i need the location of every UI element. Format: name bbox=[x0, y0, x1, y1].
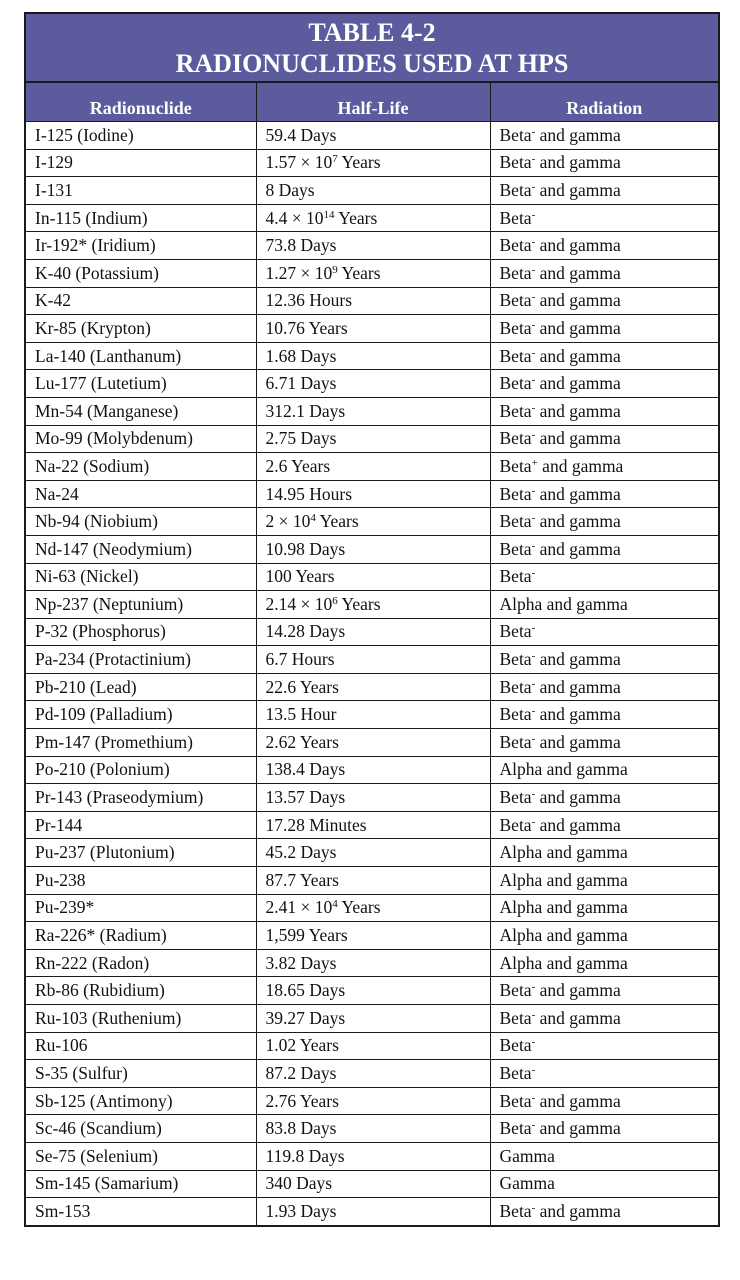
cell-radionuclide: Sc-46 (Scandium) bbox=[26, 1115, 256, 1143]
cell-radiation: Beta- and gamma bbox=[490, 315, 718, 343]
cell-radiation: Beta- and gamma bbox=[490, 1198, 718, 1226]
cell-radiation: Beta- and gamma bbox=[490, 1087, 718, 1115]
cell-half-life: 1.68 Days bbox=[256, 342, 490, 370]
table-row bbox=[26, 701, 718, 729]
cell-radionuclide: Pa-234 (Protactinium) bbox=[26, 646, 256, 674]
table-row bbox=[26, 259, 718, 287]
cell-half-life: 1.02 Years bbox=[256, 1032, 490, 1060]
cell-half-life: 73.8 Days bbox=[256, 232, 490, 260]
cell-half-life: 14.95 Hours bbox=[256, 480, 490, 508]
cell-half-life: $2 \times 10^4$ Years bbox=[256, 508, 490, 536]
cell-half-life: 13.5 Hour bbox=[256, 701, 490, 729]
cell-radiation: Alpha and gamma bbox=[490, 756, 718, 784]
cell-radiation: Beta- bbox=[490, 618, 718, 646]
cell-half-life: 100 Years bbox=[256, 563, 490, 591]
table-row bbox=[26, 894, 718, 922]
column-header-radiation: Radiation bbox=[490, 83, 718, 122]
cell-half-life: 138.4 Days bbox=[256, 756, 490, 784]
cell-radionuclide: I-131 bbox=[26, 177, 256, 205]
cell-radiation: Beta- and gamma bbox=[490, 701, 718, 729]
radionuclides-table bbox=[24, 12, 720, 1227]
cell-radiation: Alpha and gamma bbox=[490, 922, 718, 950]
table-row bbox=[26, 122, 718, 150]
table-row bbox=[26, 149, 718, 177]
cell-radiation: Beta- and gamma bbox=[490, 287, 718, 315]
table-row bbox=[26, 1170, 718, 1198]
cell-radionuclide: P-32 (Phosphorus) bbox=[26, 618, 256, 646]
cell-radionuclide: Rn-222 (Radon) bbox=[26, 949, 256, 977]
cell-radionuclide: Sb-125 (Antimony) bbox=[26, 1087, 256, 1115]
cell-half-life: 17.28 Minutes bbox=[256, 811, 490, 839]
cell-radionuclide: Pm-147 (Promethium) bbox=[26, 729, 256, 757]
cell-radionuclide: Ru-106 bbox=[26, 1032, 256, 1060]
cell-radiation: Beta- and gamma bbox=[490, 729, 718, 757]
table-row bbox=[26, 646, 718, 674]
cell-radiation: Beta- and gamma bbox=[490, 1115, 718, 1143]
cell-radionuclide: Nd-147 (Neodymium) bbox=[26, 535, 256, 563]
cell-radionuclide: Mn-54 (Manganese) bbox=[26, 397, 256, 425]
table-row bbox=[26, 232, 718, 260]
cell-radiation: Beta- and gamma bbox=[490, 259, 718, 287]
cell-half-life: $2.14 \times 10^6$ Years bbox=[256, 591, 490, 619]
cell-radiation: Beta- and gamma bbox=[490, 149, 718, 177]
table-row bbox=[26, 1198, 718, 1226]
table-row bbox=[26, 977, 718, 1005]
cell-radionuclide: Ra-226* (Radium) bbox=[26, 922, 256, 950]
cell-half-life: 18.65 Days bbox=[256, 977, 490, 1005]
cell-radiation: Alpha and gamma bbox=[490, 894, 718, 922]
table-row bbox=[26, 756, 718, 784]
cell-half-life: $1.57 \times 10^7$ Years bbox=[256, 149, 490, 177]
cell-radiation: Beta- and gamma bbox=[490, 177, 718, 205]
cell-radiation: Beta- and gamma bbox=[490, 784, 718, 812]
column-header-half-life: Half-Life bbox=[256, 83, 490, 122]
cell-radionuclide: Sm-153 bbox=[26, 1198, 256, 1226]
table-row bbox=[26, 618, 718, 646]
cell-radiation: Alpha and gamma bbox=[490, 867, 718, 895]
table-row bbox=[26, 1115, 718, 1143]
cell-radiation: Beta- bbox=[490, 1060, 718, 1088]
table-row bbox=[26, 1060, 718, 1088]
table-title-line2: RADIONUCLIDES USED AT HPS bbox=[175, 49, 569, 78]
cell-radionuclide: Se-75 (Selenium) bbox=[26, 1142, 256, 1170]
table-row bbox=[26, 949, 718, 977]
table-row bbox=[26, 867, 718, 895]
cell-radionuclide: Pr-144 bbox=[26, 811, 256, 839]
cell-half-life: 45.2 Days bbox=[256, 839, 490, 867]
table-row bbox=[26, 342, 718, 370]
table-row bbox=[26, 287, 718, 315]
cell-half-life: $1.27 \times 10^9$ Years bbox=[256, 259, 490, 287]
cell-radiation: Beta- and gamma bbox=[490, 480, 718, 508]
cell-radionuclide: Mo-99 (Molybdenum) bbox=[26, 425, 256, 453]
cell-radionuclide: Pd-109 (Palladium) bbox=[26, 701, 256, 729]
table-row bbox=[26, 177, 718, 205]
cell-radiation: Beta- and gamma bbox=[490, 535, 718, 563]
cell-radionuclide: K-42 bbox=[26, 287, 256, 315]
cell-radionuclide: Po-210 (Polonium) bbox=[26, 756, 256, 784]
table-row bbox=[26, 397, 718, 425]
table-header bbox=[26, 83, 718, 122]
cell-half-life: 87.2 Days bbox=[256, 1060, 490, 1088]
cell-radiation: Beta- bbox=[490, 1032, 718, 1060]
data-table bbox=[26, 83, 718, 1225]
table-title-line1: TABLE 4-2 bbox=[308, 18, 436, 47]
cell-half-life: 2.76 Years bbox=[256, 1087, 490, 1115]
cell-radionuclide: Sm-145 (Samarium) bbox=[26, 1170, 256, 1198]
table-row bbox=[26, 784, 718, 812]
table-row bbox=[26, 1087, 718, 1115]
table-title bbox=[26, 14, 718, 83]
cell-radionuclide: I-125 (Iodine) bbox=[35, 124, 134, 145]
cell-half-life: 87.7 Years bbox=[256, 867, 490, 895]
cell-radionuclide: Ni-63 (Nickel) bbox=[26, 563, 256, 591]
cell-half-life: 59.4 Days bbox=[256, 122, 490, 150]
cell-radiation: Alpha and gamma bbox=[490, 949, 718, 977]
cell-radionuclide: In-115 (Indium) bbox=[26, 204, 256, 232]
table-row bbox=[26, 673, 718, 701]
cell-half-life: 13.57 Days bbox=[256, 784, 490, 812]
cell-radiation: Beta- and gamma bbox=[490, 342, 718, 370]
table-row bbox=[26, 563, 718, 591]
cell-half-life: 83.8 Days bbox=[256, 1115, 490, 1143]
cell-half-life: 10.98 Days bbox=[256, 535, 490, 563]
cell-half-life: 3.82 Days bbox=[256, 949, 490, 977]
cell-radiation: Beta- bbox=[490, 563, 718, 591]
cell-half-life: 12.36 Hours bbox=[256, 287, 490, 315]
cell-radionuclide: Lu-177 (Lutetium) bbox=[26, 370, 256, 398]
cell-radionuclide: Ir-192* (Iridium) bbox=[26, 232, 256, 260]
cell-half-life: 119.8 Days bbox=[256, 1142, 490, 1170]
cell-half-life: 8 Days bbox=[256, 177, 490, 205]
cell-radiation: Beta+ and gamma bbox=[490, 453, 718, 481]
cell-radiation: Beta- and gamma bbox=[490, 122, 718, 150]
cell-half-life: 6.7 Hours bbox=[256, 646, 490, 674]
cell-radiation: Beta- and gamma bbox=[490, 397, 718, 425]
table-row bbox=[26, 425, 718, 453]
table-row bbox=[26, 453, 718, 481]
table-row bbox=[26, 480, 718, 508]
cell-radionuclide: Rb-86 (Rubidium) bbox=[26, 977, 256, 1005]
cell-half-life: $2.41 \times 10^4$ Years bbox=[256, 894, 490, 922]
cell-radionuclide: Pu-238 bbox=[26, 867, 256, 895]
cell-half-life: 2.62 Years bbox=[256, 729, 490, 757]
cell-radionuclide: La-140 (Lanthanum) bbox=[26, 342, 256, 370]
table-row bbox=[26, 508, 718, 536]
cell-radiation: Beta- and gamma bbox=[490, 811, 718, 839]
cell-radiation: Alpha and gamma bbox=[490, 591, 718, 619]
cell-half-life: 6.71 Days bbox=[256, 370, 490, 398]
cell-half-life: 39.27 Days bbox=[256, 1005, 490, 1033]
table-body bbox=[26, 122, 718, 1226]
cell-radiation: Beta- bbox=[490, 204, 718, 232]
cell-radiation: Beta- and gamma bbox=[490, 673, 718, 701]
table-row bbox=[26, 1142, 718, 1170]
table-row bbox=[26, 315, 718, 343]
cell-radiation: Gamma bbox=[490, 1170, 718, 1198]
cell-radionuclide: K-40 (Potassium) bbox=[26, 259, 256, 287]
cell-radionuclide: Pu-239* bbox=[26, 894, 256, 922]
cell-radiation: Gamma bbox=[490, 1142, 718, 1170]
table-row bbox=[26, 729, 718, 757]
cell-radionuclide: S-35 (Sulfur) bbox=[26, 1060, 256, 1088]
table-row bbox=[26, 839, 718, 867]
table-row bbox=[26, 370, 718, 398]
cell-half-life: 312.1 Days bbox=[256, 397, 490, 425]
cell-radionuclide: Pb-210 (Lead) bbox=[26, 673, 256, 701]
cell-radiation: Beta- and gamma bbox=[490, 508, 718, 536]
cell-radiation: Beta- and gamma bbox=[490, 425, 718, 453]
cell-half-life: 1.93 Days bbox=[256, 1198, 490, 1226]
cell-radiation: Beta- and gamma bbox=[490, 370, 718, 398]
cell-radionuclide: Nb-94 (Niobium) bbox=[26, 508, 256, 536]
cell-half-life: 2.6 Years bbox=[256, 453, 490, 481]
cell-radiation: Beta- and gamma bbox=[490, 232, 718, 260]
cell-radionuclide: Na-22 (Sodium) bbox=[26, 453, 256, 481]
table-row bbox=[26, 1005, 718, 1033]
cell-half-life: 10.76 Years bbox=[256, 315, 490, 343]
table-row bbox=[26, 204, 718, 232]
cell-radionuclide: Kr-85 (Krypton) bbox=[26, 315, 256, 343]
cell-half-life: $4.4 \times 10^{14}$ Years bbox=[256, 204, 490, 232]
cell-half-life: 1,599 Years bbox=[256, 922, 490, 950]
cell-radionuclide: Ru-103 (Ruthenium) bbox=[26, 1005, 256, 1033]
cell-radiation: Beta- and gamma bbox=[490, 977, 718, 1005]
cell-radionuclide: Pr-143 (Praseodymium) bbox=[26, 784, 256, 812]
table-row bbox=[26, 922, 718, 950]
cell-radionuclide: Np-237 (Neptunium) bbox=[26, 591, 256, 619]
table-row bbox=[26, 591, 718, 619]
cell-radionuclide: Pu-237 (Plutonium) bbox=[26, 839, 256, 867]
cell-radionuclide: I-129 bbox=[26, 149, 256, 177]
cell-half-life: 340 Days bbox=[256, 1170, 490, 1198]
cell-radiation: Beta- and gamma bbox=[490, 646, 718, 674]
table-row bbox=[26, 1032, 718, 1060]
cell-half-life: 14.28 Days bbox=[256, 618, 490, 646]
cell-radiation: Beta- and gamma bbox=[490, 1005, 718, 1033]
header-row bbox=[26, 83, 718, 122]
table-row bbox=[26, 811, 718, 839]
cell-radiation: Alpha and gamma bbox=[490, 839, 718, 867]
table-row bbox=[26, 535, 718, 563]
cell-half-life: 22.6 Years bbox=[256, 673, 490, 701]
cell-radionuclide: Na-24 bbox=[26, 480, 256, 508]
cell-half-life: 2.75 Days bbox=[256, 425, 490, 453]
column-header-radionuclide: Radionuclide bbox=[26, 83, 256, 122]
